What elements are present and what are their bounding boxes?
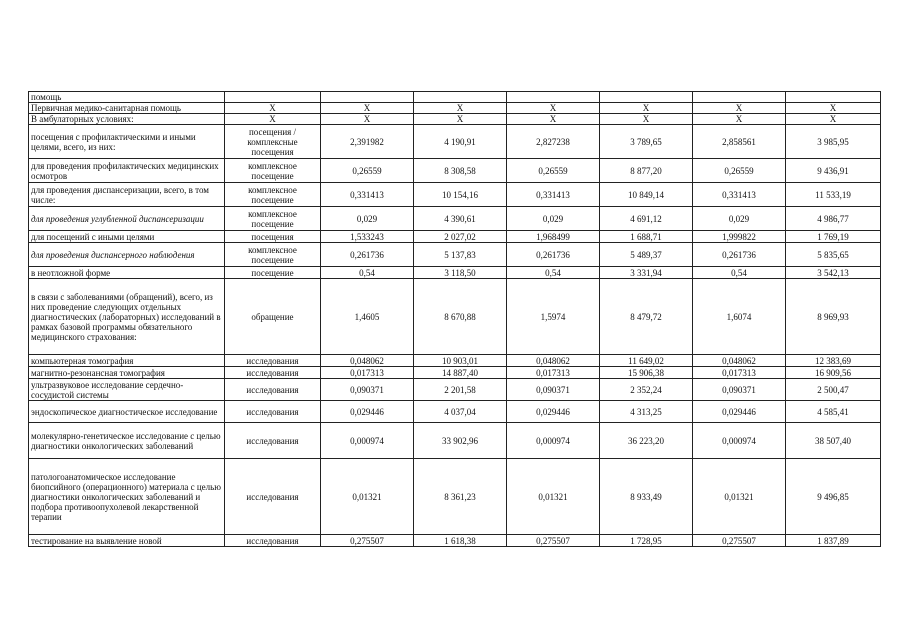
table-row (29, 401, 881, 423)
table-row (29, 231, 881, 243)
value-cell: 11 533,19 (786, 183, 881, 207)
value-cell: X (507, 103, 600, 114)
value-cell: 2 027,02 (414, 231, 507, 243)
value-cell: 0,01321 (321, 459, 414, 535)
table-row (29, 267, 881, 279)
unit-cell: исследования (225, 423, 321, 459)
unit-cell (225, 92, 321, 103)
value-cell: 9 496,85 (786, 459, 881, 535)
unit-cell: комплексное посещение (225, 207, 321, 231)
value-cell: 4 037,04 (414, 401, 507, 423)
value-cell: 0,000974 (507, 423, 600, 459)
value-cell: X (786, 103, 881, 114)
value-cell: X (600, 114, 693, 125)
value-cell: 4 691,12 (600, 207, 693, 231)
value-cell: 15 906,38 (600, 367, 693, 379)
table-row (29, 103, 881, 114)
unit-cell: исследования (225, 535, 321, 547)
value-cell: 2 201,58 (414, 379, 507, 401)
value-cell: 2,391982 (321, 125, 414, 159)
row-label: в неотложной форме (29, 267, 225, 279)
row-label: эндоскопическое диагностическое исследование (29, 401, 225, 423)
unit-cell: посещения (225, 231, 321, 243)
value-cell: 1 769,19 (786, 231, 881, 243)
row-label: для проведения углубленной диспансеризации (29, 207, 225, 231)
value-cell: 1,968499 (507, 231, 600, 243)
value-cell: X (786, 114, 881, 125)
unit-cell: X (225, 103, 321, 114)
value-cell: 3 331,94 (600, 267, 693, 279)
value-cell: 0,54 (693, 267, 786, 279)
value-cell: 0,261736 (693, 243, 786, 267)
value-cell (693, 92, 786, 103)
value-cell: 1 688,71 (600, 231, 693, 243)
value-cell: 0,017313 (321, 367, 414, 379)
value-cell: 0,029 (693, 207, 786, 231)
row-label: В амбулаторных условиях: (29, 114, 225, 125)
value-cell: 38 507,40 (786, 423, 881, 459)
value-cell: 1,533243 (321, 231, 414, 243)
unit-cell: исследования (225, 459, 321, 535)
table-row (29, 125, 881, 159)
unit-cell: посещения / комплексные посещения (225, 125, 321, 159)
value-cell: 2 500,47 (786, 379, 881, 401)
value-cell: 0,017313 (507, 367, 600, 379)
value-cell: X (507, 114, 600, 125)
unit-cell: исследования (225, 367, 321, 379)
table-row (29, 423, 881, 459)
value-cell: 8 933,49 (600, 459, 693, 535)
value-cell (600, 92, 693, 103)
value-cell: 0,261736 (507, 243, 600, 267)
value-cell: 0,01321 (693, 459, 786, 535)
unit-cell: исследования (225, 379, 321, 401)
value-cell: 10 154,16 (414, 183, 507, 207)
value-cell: 8 308,58 (414, 159, 507, 183)
value-cell: 11 649,02 (600, 355, 693, 367)
value-cell: 4 313,25 (600, 401, 693, 423)
row-label: в связи с заболеваниями (обращений), всего, из них проведение следующих отдельных диагностических (лабораторных) исследований в рамках базовой программы обязательного медицинского страхования: (29, 279, 225, 355)
row-label: тестирование на выявление новой (29, 535, 225, 547)
value-cell: 5 835,65 (786, 243, 881, 267)
table-row (29, 367, 881, 379)
value-cell: 1,4605 (321, 279, 414, 355)
table-row (29, 114, 881, 125)
table-row (29, 459, 881, 535)
value-cell (321, 92, 414, 103)
table-row (29, 279, 881, 355)
table-row (29, 355, 881, 367)
value-cell: 3 118,50 (414, 267, 507, 279)
value-cell: 16 909,56 (786, 367, 881, 379)
row-label: патологоанатомическое исследование биопсийного (операционного) материала с целью диагностики онкологических заболеваний и подбора противоопухолевой лекарственной терапии (29, 459, 225, 535)
value-cell: X (321, 114, 414, 125)
value-cell: 8 969,93 (786, 279, 881, 355)
value-cell: 0,275507 (693, 535, 786, 547)
row-label: для проведения диспансерного наблюдения (29, 243, 225, 267)
table-row (29, 92, 881, 103)
row-label: посещения с профилактическими и иными целями, всего, из них: (29, 125, 225, 159)
value-cell: 5 489,37 (600, 243, 693, 267)
financing-norms-table (28, 91, 881, 547)
value-cell: 10 903,01 (414, 355, 507, 367)
value-cell: 0,048062 (507, 355, 600, 367)
value-cell: 0,26559 (693, 159, 786, 183)
value-cell: 0,26559 (507, 159, 600, 183)
value-cell: 0,54 (507, 267, 600, 279)
row-label: для проведения диспансеризации, всего, в том числе: (29, 183, 225, 207)
value-cell: 0,275507 (507, 535, 600, 547)
row-label: Первичная медико-санитарная помощь (29, 103, 225, 114)
value-cell: 0,261736 (321, 243, 414, 267)
value-cell: 8 361,23 (414, 459, 507, 535)
value-cell: 1,999822 (693, 231, 786, 243)
value-cell: 0,26559 (321, 159, 414, 183)
value-cell: 0,048062 (693, 355, 786, 367)
value-cell: 0,000974 (321, 423, 414, 459)
unit-cell: X (225, 114, 321, 125)
unit-cell: исследования (225, 355, 321, 367)
value-cell: 0,048062 (321, 355, 414, 367)
value-cell: 0,029446 (507, 401, 600, 423)
value-cell: 0,090371 (693, 379, 786, 401)
value-cell: 12 383,69 (786, 355, 881, 367)
row-label: для проведения профилактических медицинских осмотров (29, 159, 225, 183)
value-cell (414, 92, 507, 103)
row-label: для посещений с иными целями (29, 231, 225, 243)
value-cell: 8 877,20 (600, 159, 693, 183)
value-cell: X (693, 103, 786, 114)
value-cell: 3 542,13 (786, 267, 881, 279)
unit-cell: комплексное посещение (225, 159, 321, 183)
value-cell: 33 902,96 (414, 423, 507, 459)
table-row (29, 183, 881, 207)
value-cell: 0,01321 (507, 459, 600, 535)
value-cell: 0,54 (321, 267, 414, 279)
unit-cell: комплексное посещение (225, 183, 321, 207)
value-cell: 0,275507 (321, 535, 414, 547)
value-cell: 0,000974 (693, 423, 786, 459)
value-cell: 4 190,91 (414, 125, 507, 159)
unit-cell: комплексное посещение (225, 243, 321, 267)
value-cell (786, 92, 881, 103)
row-label: магнитно-резонансная томография (29, 367, 225, 379)
value-cell: 1,5974 (507, 279, 600, 355)
value-cell: 10 849,14 (600, 183, 693, 207)
value-cell: 2,827238 (507, 125, 600, 159)
value-cell: X (414, 114, 507, 125)
value-cell: 14 887,40 (414, 367, 507, 379)
value-cell: X (414, 103, 507, 114)
table-row (29, 535, 881, 547)
value-cell: 0,331413 (507, 183, 600, 207)
value-cell: 0,029446 (321, 401, 414, 423)
value-cell: 3 985,95 (786, 125, 881, 159)
value-cell: 3 789,65 (600, 125, 693, 159)
value-cell: 1 618,38 (414, 535, 507, 547)
value-cell: X (600, 103, 693, 114)
unit-cell: посещение (225, 267, 321, 279)
unit-cell: обращение (225, 279, 321, 355)
value-cell: 2,858561 (693, 125, 786, 159)
value-cell: 0,017313 (693, 367, 786, 379)
value-cell: 0,090371 (321, 379, 414, 401)
value-cell: X (321, 103, 414, 114)
value-cell: X (693, 114, 786, 125)
value-cell: 8 479,72 (600, 279, 693, 355)
value-cell: 2 352,24 (600, 379, 693, 401)
value-cell: 0,029446 (693, 401, 786, 423)
value-cell: 0,331413 (321, 183, 414, 207)
value-cell: 1 837,89 (786, 535, 881, 547)
row-label: ультразвуковое исследование сердечно-сосудистой системы (29, 379, 225, 401)
value-cell: 1 728,95 (600, 535, 693, 547)
table-row (29, 379, 881, 401)
value-cell: 8 670,88 (414, 279, 507, 355)
value-cell: 4 585,41 (786, 401, 881, 423)
value-cell: 0,029 (321, 207, 414, 231)
value-cell: 36 223,20 (600, 423, 693, 459)
value-cell: 0,331413 (693, 183, 786, 207)
table-row (29, 159, 881, 183)
table-row (29, 243, 881, 267)
value-cell: 0,029 (507, 207, 600, 231)
value-cell: 4 390,61 (414, 207, 507, 231)
row-label: помощь (29, 92, 225, 103)
table-body (29, 92, 881, 547)
row-label: компьютерная томография (29, 355, 225, 367)
unit-cell: исследования (225, 401, 321, 423)
value-cell (507, 92, 600, 103)
value-cell: 1,6074 (693, 279, 786, 355)
table-row (29, 207, 881, 231)
value-cell: 4 986,77 (786, 207, 881, 231)
value-cell: 5 137,83 (414, 243, 507, 267)
value-cell: 0,090371 (507, 379, 600, 401)
value-cell: 9 436,91 (786, 159, 881, 183)
row-label: молекулярно-генетическое исследование с целью диагностики онкологических заболеваний (29, 423, 225, 459)
